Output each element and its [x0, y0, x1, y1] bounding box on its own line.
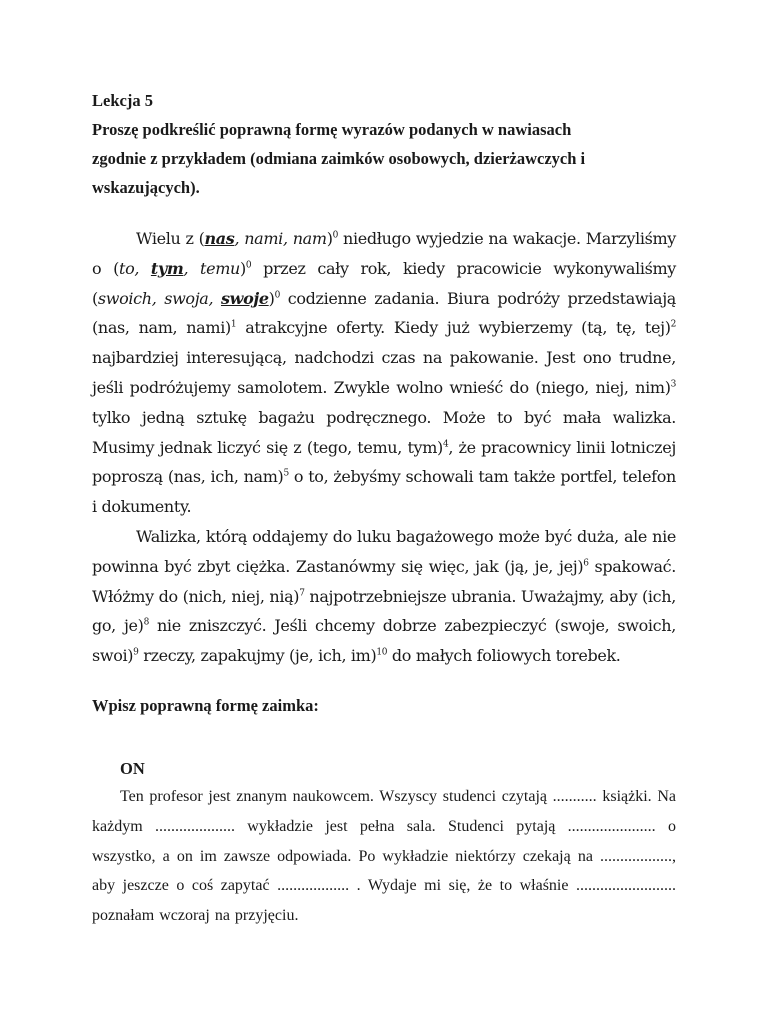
- instruction-line-3: wskazujących).: [92, 178, 200, 197]
- text-run: najpotrzebniejsze ubrania. Uważajmy, aby (ich, go, je): [92, 586, 676, 636]
- gap-number: 10: [376, 647, 388, 658]
- text-run: Walizka, którą oddajemy do luku bagażowego może być duża, ale nie powinna być zbyt ciężka. Zastanówmy się więc, jak (ją, je, jej): [92, 526, 676, 576]
- gap-number: 0: [245, 260, 252, 271]
- text-run: atrakcyjne oferty. Kiedy już wybierzemy (tą, tę, tej): [236, 318, 671, 338]
- example-answer: nas: [204, 229, 235, 248]
- exercise-2-text: Ten profesor jest znanym naukowcem. Wszyscy studenci czytają ........... książki. Na każdym .................... wykładzie jest pełna sala. Studenci pytają ...................... o wszystko, a on im zawsze odpowiada. Po wykładzie niektórzy czekają na .................., aby jeszcze o coś zapytać .................. . Wydaje mi się, że to właśnie ......................... poznałam wczoraj na przyjęciu.: [92, 787, 676, 925]
- example-answer: swoje: [220, 288, 269, 308]
- lesson-title: Lekcja 5: [92, 91, 153, 110]
- text-run: tylko jedną sztukę bagażu podręcznego. Może to być mała walizka. Musimy jednak liczyć się z (tego, temu, tym): [92, 407, 676, 457]
- text-run: ): [326, 229, 333, 248]
- example-options: , nami, nam: [234, 229, 327, 248]
- gap-number: 4: [442, 439, 449, 450]
- example-options: swoich, swoja,: [97, 288, 221, 308]
- text-run: do małych foliowych torebek.: [387, 646, 621, 666]
- text-run: spakować. Włóżmy do (nich, niej, nią): [92, 556, 676, 606]
- instruction-line-1: Proszę podkreślić poprawną formę wyrazów podanych w nawiasach: [92, 120, 572, 139]
- exercise-paragraph-2: [92, 522, 676, 671]
- text-run: ): [239, 258, 246, 278]
- example-answer: tym: [150, 258, 184, 278]
- text-run: niedługo wyjedzie na wakacje. Marzyliśmy o (: [92, 229, 676, 278]
- document-page: [92, 86, 676, 931]
- instruction-line-2: zgodnie z przykładem (odmiana zaimków osobowych, dzierżawczych i: [92, 149, 586, 168]
- gap-number: 1: [230, 320, 237, 331]
- gap-number: 9: [133, 647, 139, 658]
- lesson-header: [92, 86, 676, 202]
- text-run: przez cały rok, kiedy pracowicie wykonywaliśmy (: [92, 258, 676, 308]
- pronoun-heading: ON: [120, 758, 145, 778]
- text-run: nie zniszczyć. Jeśli chcemy dobrze zabezpieczyć (swoje, swoich, swoi): [92, 616, 676, 666]
- gap-number: 3: [670, 379, 676, 390]
- text-run: codzienne zadania. Biura podróży przedstawiają (nas, nam, nami): [92, 288, 676, 338]
- example-options: , temu: [183, 258, 240, 278]
- gap-number: 5: [283, 469, 289, 480]
- exercise-2-title: Wpisz poprawną formę zaimka:: [92, 695, 319, 715]
- gap-number: 0: [332, 230, 338, 241]
- gap-number: 6: [583, 558, 589, 569]
- text-run: ): [268, 288, 275, 308]
- text-run: o to, żebyśmy schowali tam także portfel, telefon i dokumenty.: [92, 467, 676, 517]
- exercise-underline: [92, 224, 676, 671]
- gap-number: 7: [299, 588, 305, 599]
- gap-number: 2: [670, 320, 676, 331]
- example-options: to,: [118, 258, 151, 278]
- text-run: rzeczy, zapakujmy (je, ich, im): [138, 646, 377, 666]
- text-run: Wielu z (: [136, 229, 205, 248]
- text-run: najbardziej interesującą, nadchodzi czas na pakowanie. Jest ono trudne, jeśli podróżujemy samolotem. Zwykle wolno wnieść do (niego, niej, nim): [92, 348, 676, 397]
- exercise-paragraph-1: [92, 224, 676, 522]
- gap-number: 8: [143, 618, 149, 629]
- gap-number: 0: [274, 290, 280, 301]
- text-run: , że pracownicy linii lotniczej poproszą (nas, ich, nam): [92, 437, 676, 487]
